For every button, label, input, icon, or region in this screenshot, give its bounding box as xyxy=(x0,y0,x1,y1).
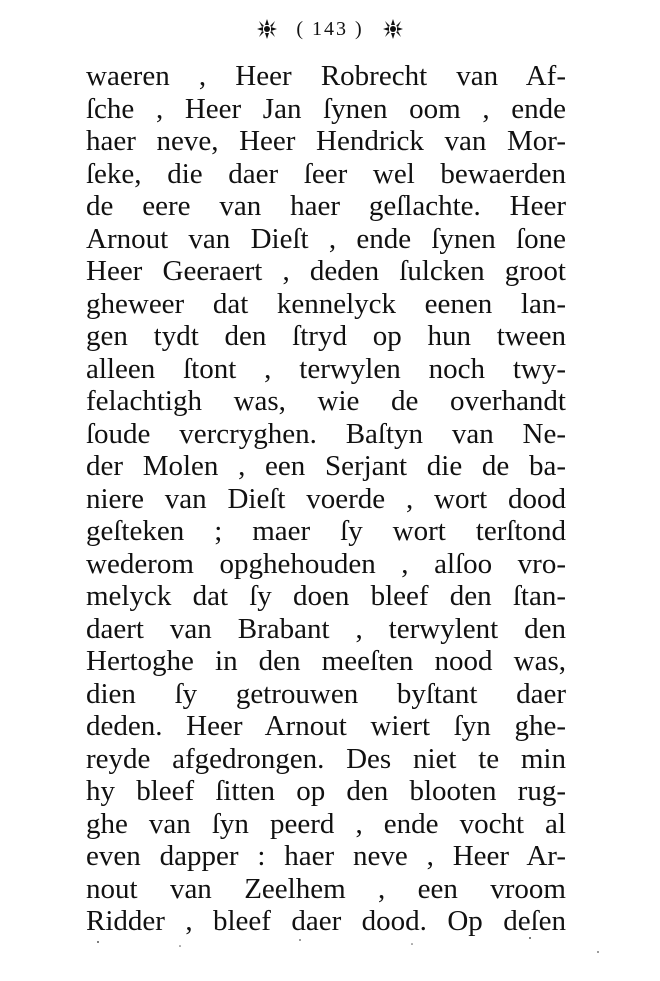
text-line: waeren , Heer Robrecht van Af- xyxy=(86,60,566,92)
text-line: deden. Heer Arnout wiert ſyn ghe- xyxy=(86,710,566,742)
text-line: gen tydt den ſtryd op hun tween xyxy=(86,320,566,352)
text-line: ſoude vercryghen. Baſtyn van Ne- xyxy=(86,417,566,450)
text-line: alleen ſtont , terwylen noch twy- xyxy=(86,352,566,385)
text-line: Arnout van Dieſt , ende ſynen ſone xyxy=(86,222,566,255)
text-line: gheweer dat kennelyck eenen lan- xyxy=(86,287,566,320)
text-line: daert van Brabant , terwylent den xyxy=(86,612,566,645)
text-line: Ridder , bleef daer dood. Op deſen xyxy=(86,905,566,937)
fleuron-icon xyxy=(255,18,279,40)
text-line: nout van Zeelhem , een vroom xyxy=(86,872,566,905)
text-line: niere van Dieſt voerde , wort dood xyxy=(86,482,566,515)
text-line: der Molen , een Serjant die de ba- xyxy=(86,450,566,482)
text-line: reyde afgedrongen. Des niet te min xyxy=(86,742,566,775)
body-text xyxy=(86,60,566,938)
text-line: ghe van ſyn peerd , ende vocht al xyxy=(86,807,566,840)
page-header xyxy=(0,14,660,44)
text-line: hy bleef ſitten op den blooten rug- xyxy=(86,775,566,807)
text-line: felachtigh was, wie de overhandt xyxy=(86,385,566,417)
text-line: Hertoghe in den meeſten nood was, xyxy=(86,645,566,677)
text-line: haer neve, Heer Hendrick van Mor- xyxy=(86,125,566,157)
text-line: ſeke, die daer ſeer wel bewaerden xyxy=(86,157,566,190)
fleuron-icon xyxy=(381,18,405,40)
text-line: Heer Geeraert , deden ſulcken groot xyxy=(86,255,566,287)
page-number: ( 143 ) xyxy=(296,18,364,40)
text-line: even dapper : haer neve , Heer Ar- xyxy=(86,840,566,872)
text-line: ſche , Heer Jan ſynen oom , ende xyxy=(86,92,566,125)
text-line: wederom opghehouden , alſoo vro- xyxy=(86,547,566,580)
paper-specks xyxy=(0,900,660,960)
text-line: dien ſy getrouwen byſtant daer xyxy=(86,677,566,710)
text-line: de eere van haer geſlachte. Heer xyxy=(86,190,566,222)
text-line: melyck dat ſy doen bleef den ſtan- xyxy=(86,580,566,612)
text-line: geſteken ; maer ſy wort terſtond xyxy=(86,515,566,547)
